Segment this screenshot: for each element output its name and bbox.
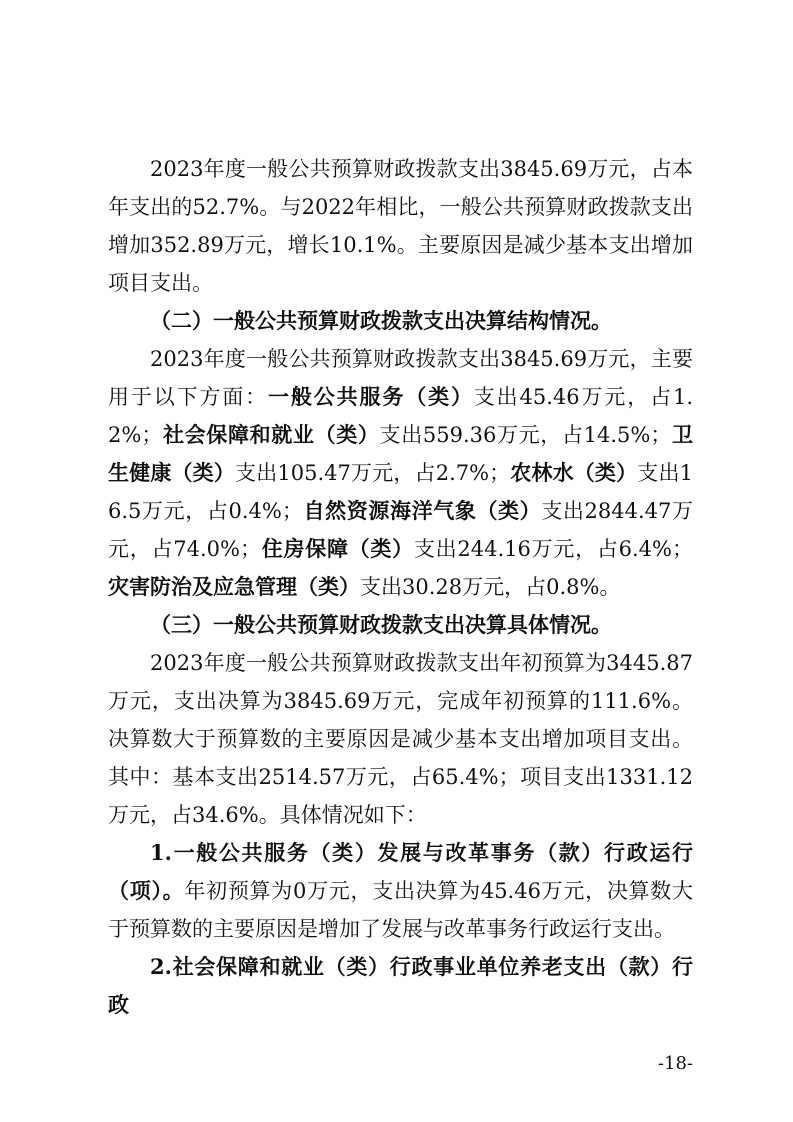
text-segment: 年初预算为0万元，支出决算为45.46万元，决算数大于预算数的主要原因是增加了发展与改革事务行政运行支出。 — [108, 879, 694, 941]
section-heading — [108, 302, 693, 340]
bold-text: 农林水（类） — [510, 460, 638, 485]
text-segment: 支出559.36万元，占14.5%； — [379, 423, 672, 447]
bold-text: 1.一般公共服务（类）发展与改革事务（款）行政运行（项）。 — [108, 840, 693, 903]
text-segment: 2023年度一般公共预算财政拨款支出3845.69万元，占本年支出的52.7%。与2022年相比，一般公共预算财政拨款支出增加352.89万元，增长10.1%。主要原因是减少基本支出增加项目支出。 — [108, 157, 693, 295]
text-segment: 2023年度一般公共预算财政拨款支出3845.69万元，主要用于以下方面： — [108, 347, 693, 409]
bold-text: 自然资源海洋气象（类） — [302, 498, 542, 523]
bold-text: 2.社会保障和就业（类）行政事业单位养老支出（款）行政 — [108, 954, 693, 1017]
bold-text: 一般公共服务（类） — [268, 384, 474, 409]
paragraph — [108, 834, 693, 948]
text-segment: 2023年度一般公共预算财政拨款支出年初预算为3445.87万元，支出决算为3845.69万元，完成年初预算的111.6%。决算数大于预算数的主要原因是减少基本支出增加项目支出。其中：基本支出2514.57万元，占65.4%；项目支出1331.12万元，占34.6%。具体情况如下： — [108, 651, 693, 827]
text-segment: 支出45.46万元，占1.2%； — [108, 385, 694, 447]
text-segment: 支出16.5万元，占0.4%； — [108, 461, 693, 523]
paragraph — [108, 150, 693, 302]
bold-text: （三）一般公共预算财政拨款支出决算具体情况。 — [150, 612, 612, 637]
page-number: -18- — [657, 1053, 693, 1074]
text-segment: 支出30.28万元，占0.8%。 — [360, 575, 621, 599]
bold-text: 卫生健康（类） — [108, 422, 693, 485]
paragraph — [108, 340, 693, 606]
text-segment: 支出2844.47万元，占74.0%； — [108, 499, 694, 561]
bold-text: 灾害防治及应急管理（类） — [108, 574, 360, 599]
text-segment: 支出105.47万元，占2.7%； — [235, 461, 511, 485]
text-segment: 支出244.16万元，占6.4%； — [413, 537, 693, 561]
paragraph — [108, 644, 693, 834]
bold-text: 社会保障和就业（类） — [162, 422, 380, 447]
body-text — [108, 150, 693, 1024]
bold-text: 住房保障（类） — [260, 536, 414, 561]
bold-text: （二）一般公共预算财政拨款支出决算结构情况。 — [150, 308, 612, 333]
paragraph — [108, 948, 693, 1024]
section-heading — [108, 606, 693, 644]
